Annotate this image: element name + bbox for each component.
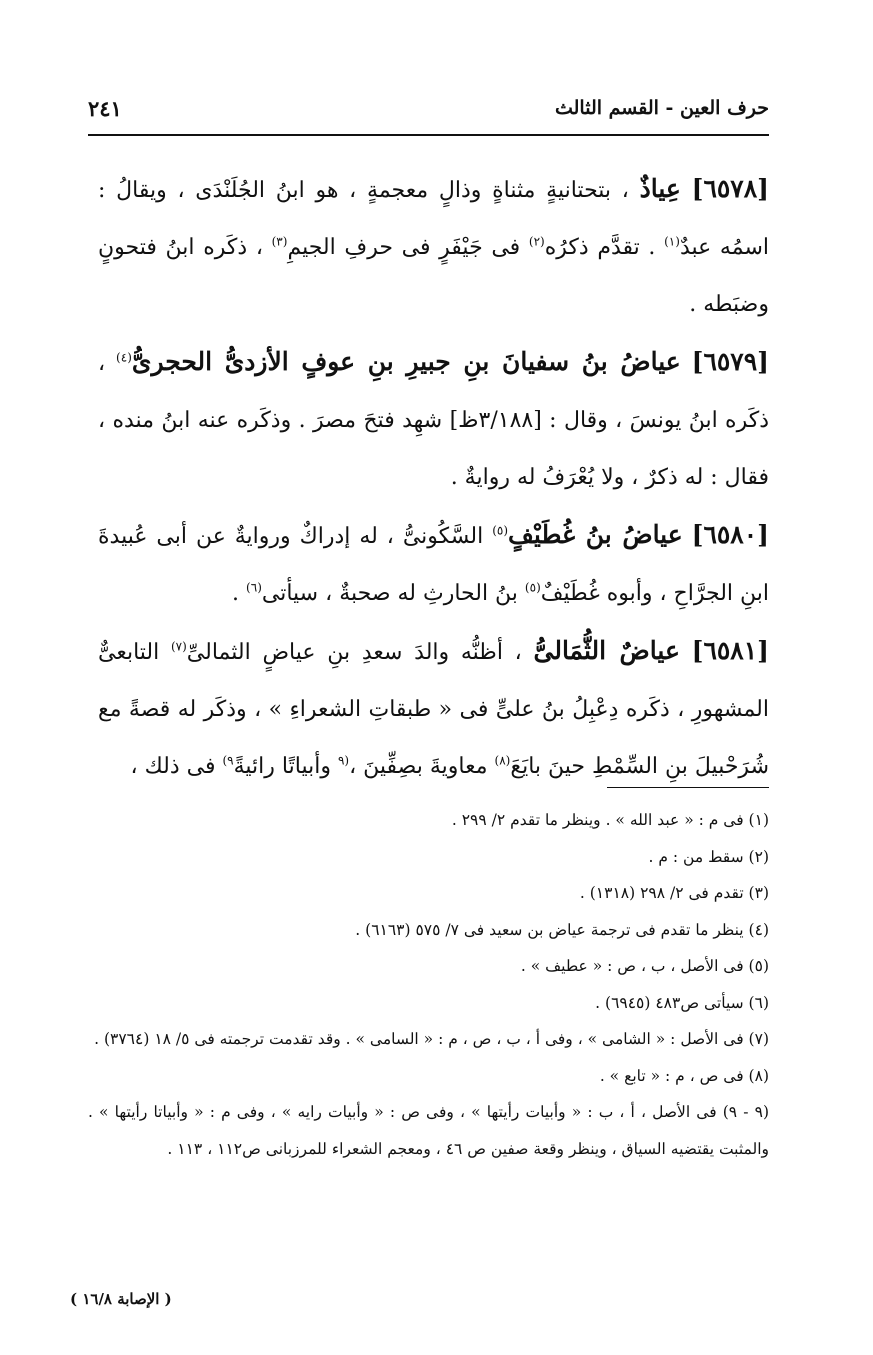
entry-text: ، أظنُّه والدَ سعدِ بنِ عياضٍ الثمالىِّ [186,640,534,665]
entry-6579 [98,333,769,506]
entry-text: . [232,581,247,606]
entry-name: عياضُ بنُ غُطَيْفٍ [508,520,683,549]
footnote-ref: (٩ [337,753,350,768]
entry-6581 [98,622,769,795]
footnote: (٩ - ٩) فى الأصل ، أ ، ب : « وأبيات رأيتها » ، وفى ص : « وأبيات رايه » ، وفى م : « وأبياتا رأيتها » . والمثبت يقتضيه السياق ، وينظر وقعة صفين ص ٤٦ ، ومعجم الشعراء للمرزبانى ص١١٢ ، ١١٣ . [88,1103,769,1158]
footnote: (٤) ينظر ما تقدم فى ترجمة عياض بن سعيد فى ٧/ ٥٧٥ (٦١٦٣) . [355,920,769,939]
footnote-ref: (٥) [492,523,509,538]
entry-number: [٦٥٨١] [691,636,769,665]
footnote: (٧) فى الأصل : « الشامى » ، وفى أ ، ب ، ص ، م : « السامى » . وقد تقدمت ترجمته فى ٥/ ١٨ (٣٧٦٤) . [94,1030,769,1048]
footnotes [88,802,769,1167]
entry-number: [٦٥٧٨] [691,174,769,203]
entry-text: ، ذكَره ابنُ يونسَ ، وقال : [٣/١٨٨ظ] شهِد فتحَ مصرَ . وذكَره عنه ابنُ منده ، فقال : له ذكرٌ ، ولا يُعْرَفُ له روايةٌ . [98,351,769,490]
entry-name: عياضُ بنُ سفيانَ بنِ جبيرِ بنِ عوفٍ الأزدىُّ الحجرىُّ [131,347,681,376]
footnote-ref: (٣) [271,234,288,249]
footnote-ref: (١) [664,234,680,249]
running-title: حرف العين - القسم الثالث [554,97,769,119]
entry-text: . تقدَّم ذكرُه [544,235,665,260]
entry-6578 [98,160,769,333]
header-rule [88,134,769,136]
entry-6580 [98,506,769,622]
footnote: (٨) فى ص ، م : « تابع » . [599,1066,769,1085]
entry-number: [٦٥٧٩] [691,347,770,376]
footnote: (١) فى م : « عبد الله » . وينظر ما تقدم ٢/ ٢٩٩ . [451,811,769,829]
footnote-ref: (٤) [116,350,132,365]
printer-signature: ( الإصابة ١٦/٨ ) [70,1290,172,1308]
entry-number: [٦٥٨٠] [691,520,769,549]
footnote: (٦) سيأتى ص٤٨٣ (٦٩٤٥) . [595,993,769,1012]
entry-text: السَّكُونىُّ ، له إدراكٌ وروايةٌ عن أبى عُبيدةَ ابنِ الجرَّاحِ ، وأبوه غُطَيْفٌ [98,524,769,606]
entry-text: وأبياتًا رائيةً [233,754,338,779]
entry-name: عياضٌ الثُّمَالىُّ [533,636,680,665]
footnote: (٣) تقدم فى ٢/ ٢٩٨ (١٣١٨) . [579,884,769,902]
footnote-ref: (٦) [246,580,262,595]
footnote-ref: (٢) [528,234,545,249]
page-number: ٢٤١ [88,95,122,121]
footnote: (٢) سقط من : م . [648,847,769,866]
entry-text: معاويةَ بصِفِّينَ ، [349,754,495,779]
footnote-ref: (٨) [494,753,511,768]
footnote-separator [607,787,769,788]
entry-text: فى جَيْفَرٍ فى حرفِ الجيمِ [287,235,529,260]
footnote-ref: ٩) [222,753,234,768]
entry-text: فى ذلك ، [130,754,223,779]
entry-text: ، ذكَره ابنُ فتحونٍ وضبَطه . [98,235,769,317]
page-header [88,88,769,128]
entry-text: التابعىٌّ المشهورِ ، ذكَره دِعْبِلُ بنُ علىٍّ فى « طبقاتِ الشعراءِ » ، وذكَر له قصةً مع شُرَحْبيلَ بنِ السِّمْطِ حينَ بايَعَ [98,640,769,779]
entry-text: ، بتحتانيةٍ مثناةٍ وذالٍ معجمةٍ ، هو ابنُ الجُلَنْدَى ، ويقالُ : اسمُه عبدٌ [98,178,769,260]
footnote-ref: (٧) [170,639,187,654]
entry-text: بنُ الحارثِ له صحبةٌ ، سيأتى [261,581,525,606]
entries [98,160,769,795]
footnote: (٥) فى الأصل ، ب ، ص : « عطيف » . [520,957,769,975]
entry-name: عِياذٌ [639,174,681,203]
footnote-ref: (٥) [524,580,541,595]
